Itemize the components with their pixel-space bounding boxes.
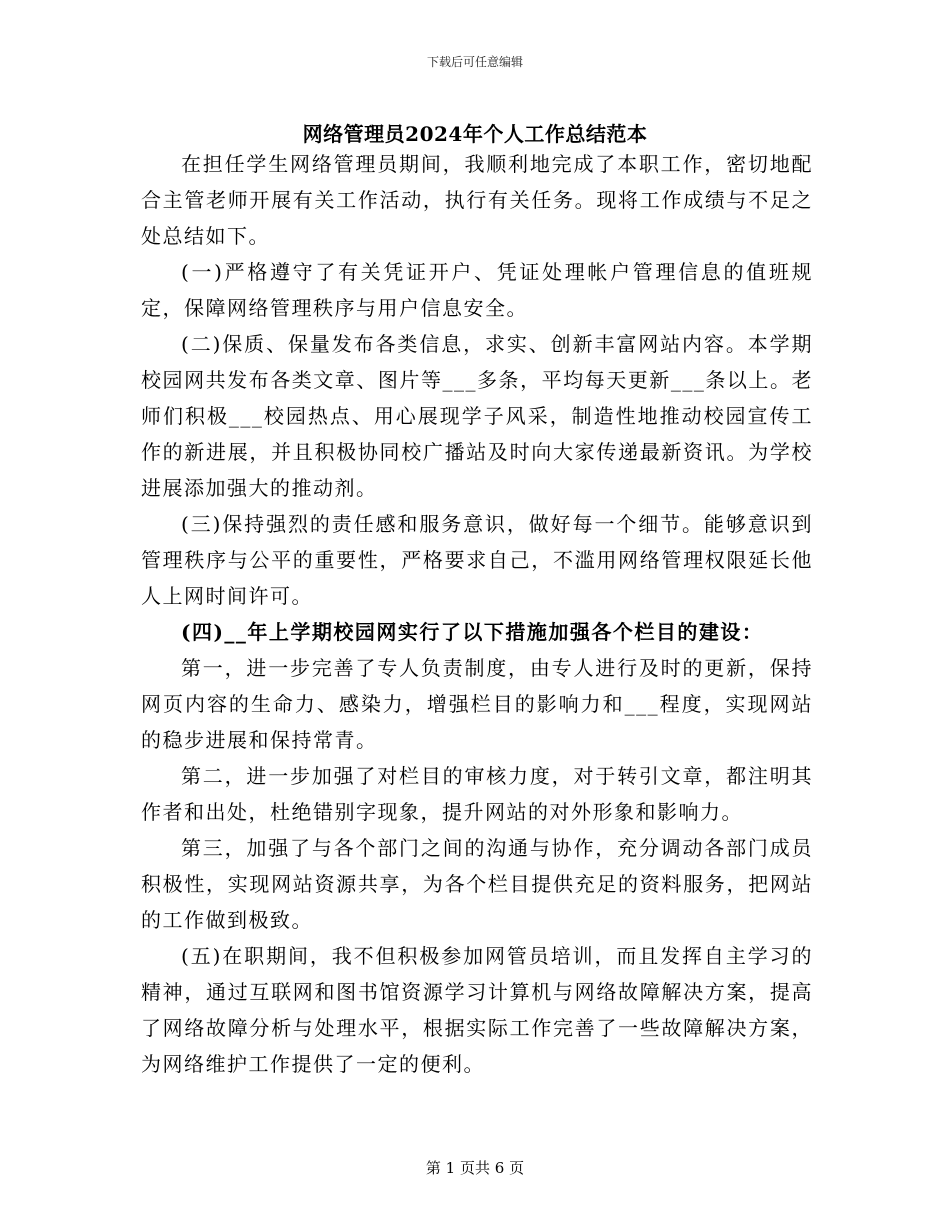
page-header-note: 下载后可任意编辑 (426, 55, 523, 69)
paragraph-item-2: (二)保质、保量发布各类信息，求实、创新丰富网站内容。本学期校园网共发布各类文章、图片等___多条，平均每天更新___条以上。老师们积极___校园热点、用心展现学子风采，制造性地推动校园宣传工作的新进展，并且积极协同校广播站及时向大家传递最新资讯。为学校进展添加强大的推动剂。 (141, 332, 813, 500)
paragraph-item-3: (三)保持强烈的责任感和服务意识，做好每一个细节。能够意识到管理秩序与公平的重要性，严格要求自己，不滥用网络管理权限延长他人上网时间许可。 (141, 512, 813, 608)
paragraph-intro: 在担任学生网络管理员期间，我顺利地完成了本职工作，密切地配合主管老师开展有关工作活动，执行有关任务。现将工作成绩与不足之处总结如下。 (141, 152, 813, 248)
paragraph-item-5: (五)在职期间，我不但积极参加网管员培训，而且发挥自主学习的精神，通过互联网和图书馆资源学习计算机与网络故障解决方案，提高了网络故障分析与处理水平，根据实际工作完善了一些故障解决方案，为网络维护工作提供了一定的便利。 (141, 944, 813, 1076)
paragraph-measure-1: 第一，进一步完善了专人负责制度，由专人进行及时的更新，保持网页内容的生命力、感染力，增强栏目的影响力和___程度，实现网站的稳步进展和保持常青。 (141, 656, 813, 752)
page-number: 第 1 页共 6 页 (425, 1159, 525, 1177)
paragraph-measure-2: 第二，进一步加强了对栏目的审核力度，对于转引文章，都注明其作者和出处，杜绝错别字现象，提升网站的对外形象和影响力。 (141, 764, 813, 824)
paragraph-measure-3: 第三，加强了与各个部门之间的沟通与协作，充分调动各部门成员积极性，实现网站资源共享，为各个栏目提供充足的资料服务，把网站的工作做到极致。 (141, 836, 813, 932)
document-title: 网络管理员2024年个人工作总结范本 (302, 122, 648, 146)
paragraph-item-4-heading: (四)__年上学期校园网实行了以下措施加强各个栏目的建设： (181, 620, 764, 644)
paragraph-item-1: (一)严格遵守了有关凭证开户、凭证处理帐户管理信息的值班规定，保障网络管理秩序与用户信息安全。 (141, 260, 813, 320)
document-body (141, 146, 813, 1082)
